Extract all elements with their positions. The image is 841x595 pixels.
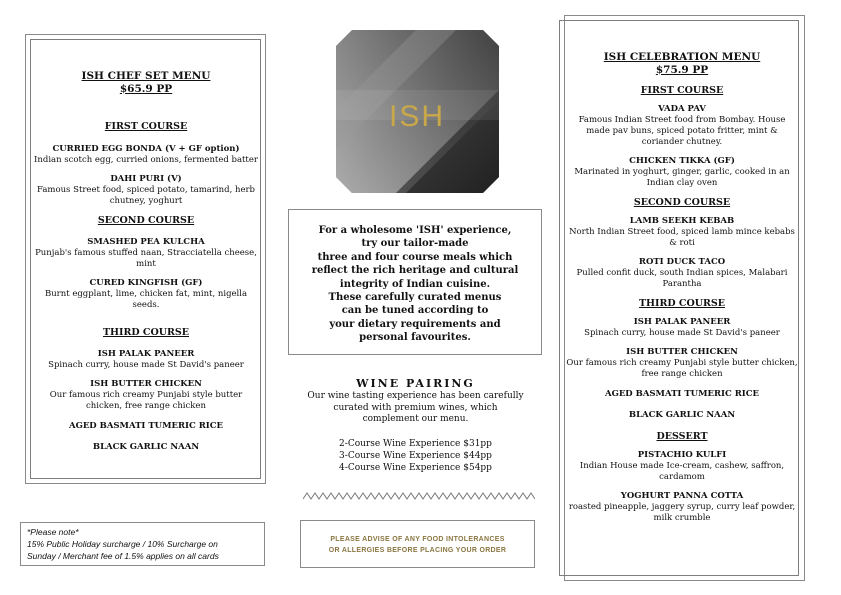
intro-line: can be tuned according to bbox=[341, 305, 489, 317]
wine-price-line: 3-Course Wine Experience $44pp bbox=[339, 450, 492, 461]
menu-item-desc: Our famous rich creamy Punjabi style butter chicken, free range chicken bbox=[49, 390, 243, 411]
ish-logo-icon bbox=[336, 30, 499, 193]
menu-item-desc: Famous Street food, spiced potato, tamarind, herb chutney, yoghurt bbox=[37, 185, 255, 206]
menu-item-name: CHICKEN TIKKA (GF) bbox=[629, 156, 735, 166]
left-second-course-heading: SECOND COURSE bbox=[97, 215, 195, 226]
intro-line: These carefully curated menus bbox=[328, 292, 502, 304]
menu-item-name: ISH PALAK PANEER bbox=[97, 349, 195, 359]
ish-logo bbox=[336, 30, 499, 193]
intro-line: reflect the rich heritage and cultural bbox=[311, 265, 519, 277]
left-third-course-heading: THIRD COURSE bbox=[102, 327, 190, 338]
wine-text-line: complement our menu. bbox=[362, 414, 469, 424]
note-line: 15% Public Holiday surcharge / 10% Surcharge on bbox=[27, 539, 218, 549]
menu-item-desc: North Indian Street food, spiced lamb mince kebabs & roti bbox=[569, 227, 795, 248]
menu-item-name: AGED BASMATI TUMERIC RICE bbox=[68, 421, 224, 431]
menu-item-desc: Our famous rich creamy Punjabi style butter chicken, free range chicken bbox=[566, 358, 798, 379]
right-third-course-heading: THIRD COURSE bbox=[638, 298, 726, 309]
left-menu-title: ISH CHEF SET MENU bbox=[81, 70, 211, 82]
menu-item-desc: Indian scotch egg, curried onions, fermented batter bbox=[34, 155, 258, 165]
menu-item-name: CURRIED EGG BONDA (V + GF option) bbox=[52, 144, 240, 154]
menu-item-name: YOGHURT PANNA COTTA bbox=[620, 491, 744, 501]
intro-line: your dietary requirements and bbox=[329, 318, 501, 330]
intro-line: For a wholesome 'ISH' experience, bbox=[318, 225, 512, 236]
menu-item-name: AGED BASMATI TUMERIC RICE bbox=[604, 389, 760, 399]
menu-item-name: LAMB SEEKH KEBAB bbox=[629, 216, 735, 226]
logo-text: ISH bbox=[388, 100, 446, 133]
wine-text-line: Our wine tasting experience has been carefully bbox=[307, 391, 524, 401]
left-first-course-heading: FIRST COURSE bbox=[104, 121, 188, 132]
left-menu-price: $65.9 PP bbox=[119, 83, 173, 95]
menu-item-desc: Pulled confit duck, south Indian spices, Malabari Parantha bbox=[576, 268, 788, 289]
wine-price-line: 2-Course Wine Experience $31pp bbox=[339, 438, 492, 449]
left-menu bbox=[34, 70, 258, 453]
allergy-advice-box bbox=[300, 520, 535, 568]
menu-item-desc: roasted pineapple, jaggery syrup, curry leaf powder, milk crumble bbox=[568, 502, 796, 523]
intro-line: personal favourites. bbox=[359, 332, 471, 344]
menu-item-desc: Famous Indian Street food from Bombay. House made pav buns, spiced potato fritter, mint & coriander chutney. bbox=[578, 115, 786, 147]
menu-item-name: ROTI DUCK TACO bbox=[638, 257, 726, 267]
menu-item-desc: Punjab's famous stuffed naan, Stracciatella cheese, mint bbox=[35, 248, 257, 269]
menu-item-desc: Burnt eggplant, lime, chicken fat, mint, nigella seeds. bbox=[44, 289, 248, 310]
right-second-course-heading: SECOND COURSE bbox=[633, 197, 731, 208]
right-first-course-heading: FIRST COURSE bbox=[640, 85, 724, 96]
surcharge-note bbox=[20, 522, 265, 566]
right-menu-price: $75.9 PP bbox=[655, 64, 709, 76]
wine-pairing bbox=[298, 377, 533, 474]
menu-item-name: VADA PAV bbox=[658, 104, 706, 114]
right-menu bbox=[566, 51, 798, 524]
wine-text-line: curated with premium wines, which bbox=[333, 402, 498, 413]
dessert-heading: DESSERT bbox=[656, 431, 708, 442]
menu-item-name: BLACK GARLIC NAAN bbox=[628, 410, 736, 420]
menu-item-name: BLACK GARLIC NAAN bbox=[92, 442, 200, 452]
menu-item-name: ISH PALAK PANEER bbox=[633, 317, 731, 327]
menu-item-name: DAHI PURI (V) bbox=[110, 174, 182, 184]
intro-line: integrity of Indian cuisine. bbox=[339, 278, 491, 290]
advice-line: OR ALLERGIES BEFORE PLACING YOUR ORDER bbox=[328, 547, 507, 554]
advice-line: PLEASE ADVISE OF ANY FOOD INTOLERANCES bbox=[330, 536, 505, 543]
intro-box bbox=[288, 209, 542, 355]
menu-item-desc: Spinach curry, house made St David's paneer bbox=[48, 360, 244, 370]
note-line: Sunday / Merchant fee of 1.5% applies on all cards bbox=[27, 551, 219, 561]
menu-item-name: CURED KINGFISH (GF) bbox=[89, 278, 203, 288]
menu-item-desc: Indian House made Ice-cream, cashew, saffron, cardamom bbox=[579, 461, 785, 482]
note-heading: *Please note* bbox=[27, 527, 79, 537]
wine-pairing-title: WINE PAIRING bbox=[356, 377, 475, 390]
intro-line: try our tailor-made bbox=[361, 238, 469, 250]
menu-item-name: ISH BUTTER CHICKEN bbox=[90, 379, 202, 389]
menu-item-desc: Spinach curry, house made St David's paneer bbox=[584, 328, 780, 338]
right-menu-title: ISH CELEBRATION MENU bbox=[603, 51, 761, 63]
menu-item-name: SMASHED PEA KULCHA bbox=[87, 237, 205, 247]
menu-item-desc: Marinated in yoghurt, ginger, garlic, cooked in an Indian clay oven bbox=[574, 167, 790, 188]
menu-item-name: ISH BUTTER CHICKEN bbox=[626, 347, 738, 357]
intro-line: three and four course meals which bbox=[317, 251, 513, 263]
zigzag-divider bbox=[303, 490, 535, 502]
menu-item-name: PISTACHIO KULFI bbox=[637, 450, 727, 460]
wine-price-line: 4-Course Wine Experience $54pp bbox=[339, 462, 492, 473]
